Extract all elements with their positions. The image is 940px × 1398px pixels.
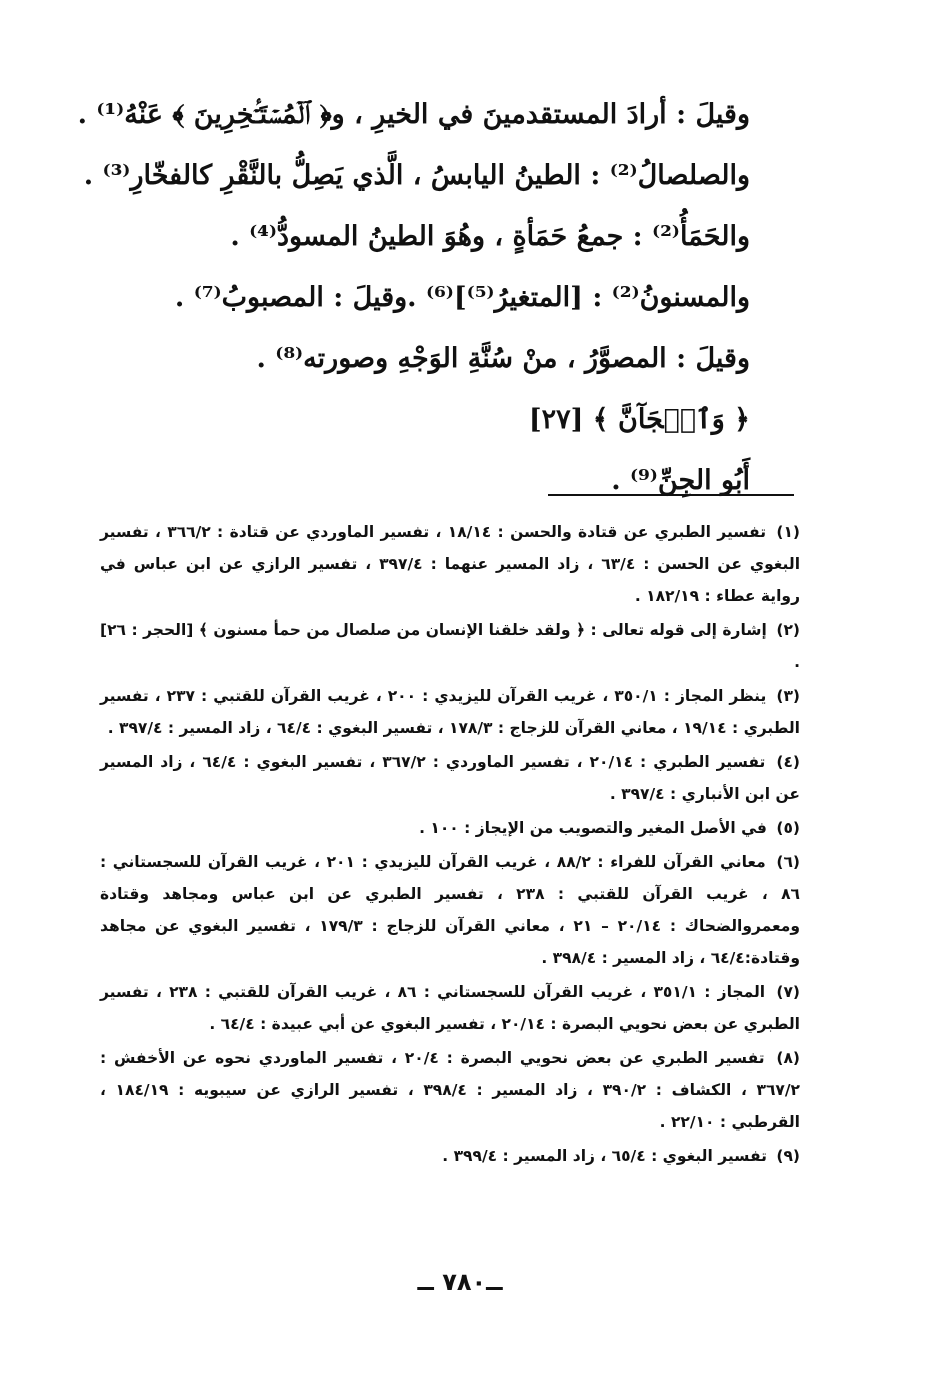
footnote-text: تفسير الطبري عن بعض نحويي البصرة : ٢٠/٤ ، تفسير الماوردي نحوه عن الأخفش : ٣٦٧/٢ ، الكشاف : ٣٩٠/٢ ، زاد المسير : ٣٩٨/٤ ، تفسير الرازي عن سيبويه : ١٨٤/١٩ ، القرطبي : ٢٢/١٠ .: [100, 1049, 800, 1131]
footnote: [100, 1140, 800, 1172]
footnote-number: (٧): [776, 983, 801, 1001]
footnotes: [100, 516, 800, 1174]
footnote: [100, 746, 800, 810]
main-text-line: ﴿ وَٱلۡجَآنَّ ﴾ [٢٧]: [528, 404, 750, 435]
footnote-text: تفسير البغوي : ٦٥/٤ ، زاد المسير : ٣٩٩/٤ .: [442, 1147, 767, 1165]
footnote-number: (٢): [776, 621, 800, 639]
page-number: ــ٧٨٠ ــ: [417, 1268, 503, 1296]
footnote-text: ينظر المجاز : ٣٥٠/١ ، غريب القرآن لليزيدي : ٢٠٠ ، غريب القرآن للقتبي : ٢٣٧ ، تفسير الطبري : ١٩/١٤ ، معاني القرآن للزجاج : ١٧٨/٣ ، تفسير البغوي : ٦٤/٤ ، زاد المسير : ٣٩٧/٤ .: [100, 687, 800, 737]
footnote-text: تفسير الطبري : ٢٠/١٤ ، تفسير الماوردي : ٣٦٧/٢ ، تفسير البغوي : ٦٤/٤ ، زاد المسير عن ابن الأنباري : ٣٩٧/٤ .: [100, 753, 800, 803]
footnote: [100, 812, 800, 844]
main-text-line: وقيلَ : المصوَّرُ ، منْ سُنَّةِ الوَجْهِ وصورته⁽⁸⁾ .: [256, 343, 750, 374]
footnote-number: (٩): [776, 1147, 800, 1165]
footnote-text: إشارة إلى قوله تعالى : ﴿ ولقد خلقنا الإنسان من صلصال من حمأ مسنون ﴾ [الحجر : ٢٦] .: [100, 621, 800, 671]
footnote: [100, 846, 800, 974]
footnote-number: (٨): [776, 1049, 800, 1067]
footnote-separator: [548, 494, 794, 496]
footnote-number: (٥): [776, 819, 800, 837]
footnote: [100, 976, 800, 1040]
main-text: [77, 88, 750, 515]
footnote: [100, 516, 800, 612]
footnote-number: (١): [776, 523, 800, 541]
footnote-number: (٤): [776, 753, 800, 771]
footnote-text: المجاز : ٣٥١/١ ، غريب القرآن للسجستاني : ٨٦ ، غريب القرآن للقتبي : ٢٣٨ ، تفسير الطبري عن بعض نحويي البصرة : ٢٠/١٤ ، تفسير البغوي عن أبي عبيدة : ٦٤/٤ .: [100, 983, 800, 1033]
footnote: [100, 680, 800, 744]
footnote-text: معاني القرآن للفراء : ٨٨/٢ ، غريب القرآن لليزيدي : ٢٠١ ، غريب القرآن للسجستاني : ٨٦ ، غريب القرآن للقتبي : ٢٣٨ ، تفسير الطبري عن ابن عباس ومجاهد وقتادة ومعمروالضحاك : ٢٠/١٤ – ٢١ ، معاني القرآن للزجاج : ١٧٩/٣ ، تفسير البغوي عن مجاهد وقتادة:٦٤/٤ ، زاد المسير : ٣٩٨/٤ .: [100, 853, 801, 967]
main-text-line: أَبُو الجِنِّ⁽⁹⁾ .: [611, 465, 750, 496]
main-text-line: والمسنونُ⁽²⁾ : [المتغيرُ⁽⁵⁾]⁽⁶⁾ .وقيلَ : المصبوبُ⁽⁷⁾ .: [174, 282, 750, 313]
main-text-line: والصلصالُ⁽²⁾ : الطينُ اليابسُ ، الَّذي يَصِلُّ بالنَّقْرِ كالفخّارِ⁽³⁾ .: [83, 160, 750, 191]
footnote-text: تفسير الطبري عن قتادة والحسن : ١٨/١٤ ، تفسير الماوردي عن قتادة : ٣٦٦/٢ ، تفسير البغوي عن الحسن : ٦٣/٤ ، زاد المسير عنهما : ٣٩٧/٤ ، تفسير الرازي عن ابن عباس في رواية عطاء : ١٨٢/١٩ .: [100, 523, 801, 605]
footnote-text: في الأصل المغير والتصويب من الإيجاز : ١٠٠ .: [419, 819, 767, 837]
footnote: [100, 614, 800, 678]
footnote-number: (٣): [776, 687, 800, 705]
footnote-number: (٦): [776, 853, 800, 871]
footnote: [100, 1042, 800, 1138]
main-text-line: وقيلَ : أرادَ المستقدمينَ في الخيرِ ، و﴿ ٱلۡمُسۡتَـٔۡخِرِينَ ﴾ عَنْهُ⁽¹⁾ .: [77, 99, 750, 130]
main-text-line: والحَمَأُ⁽²⁾ : جمعُ حَمَأةٍ ، وهُوَ الطينُ المسودُّ⁽⁴⁾ .: [230, 221, 750, 252]
